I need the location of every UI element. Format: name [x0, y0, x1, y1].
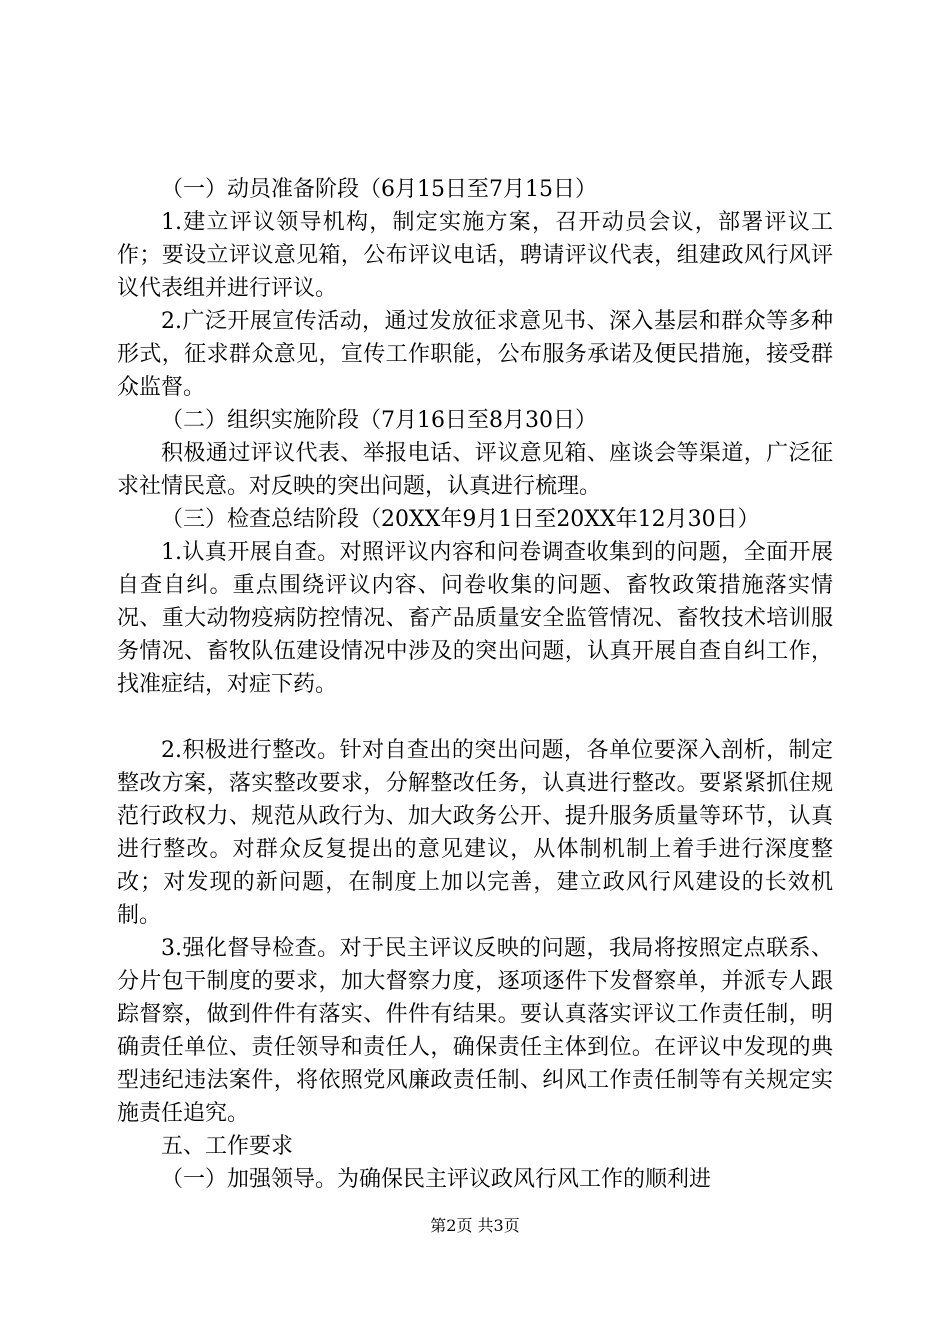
section-heading-implementation: （二）组织实施阶段（7月16日至8月30日） — [161, 408, 597, 433]
paragraph: 1.建立评议领导机构，制定实施方案，召开动员会议，部署评议工作；要设立评议意见箱，公布评议电话，聘请评议代表，组建政风行风评议代表组并进行评议。 — [117, 210, 833, 301]
section-heading-mobilization: （一）动员准备阶段（6月15日至7月15日） — [161, 177, 597, 202]
paragraph: （一）加强领导。为确保民主评议政风行风工作的顺利进 — [161, 1167, 712, 1192]
section-heading-requirements: 五、工作要求 — [161, 1134, 294, 1159]
paragraph: 1.认真开展自查。对照评议内容和问卷调查收集到的问题，全面开展自查自纠。重点围绕评议内容、问卷收集的问题、畜牧政策措施落实情况、重大动物疫病防控情况、畜产品质量安全监管情况、畜牧技术培训服务情况、畜牧队伍建设情况中涉及的突出问题，认真开展自查自纠工作，找准症结，对症下药。 — [117, 540, 833, 697]
document-body — [117, 173, 833, 1196]
page-footer — [0, 1216, 950, 1236]
paragraph: 3.强化督导检查。对于民主评议反映的问题，我局将按照定点联系、分片包干制度的要求，加大督察力度，逐项逐件下发督察单，并派专人跟踪督察，做到件件有落实、件件有结果。要认真落实评议工作责任制，明确责任单位、责任领导和责任人，确保责任主体到位。在评议中发现的典型违纪违法案件，将依照党风廉政责任制、纠风工作责任制等有关规定实施责任追究。 — [117, 936, 833, 1126]
paragraph: 2.积极进行整改。针对自查出的突出问题，各单位要深入剖析，制定整改方案，落实整改要求，分解整改任务，认真进行整改。要紧紧抓住规范行政权力、规范从政行为、加大政务公开、提升服务质量等环节，认真进行整改。对群众反复提出的意见建议，从体制机制上着手进行深度整改；对发现的新问题，在制度上加以完善，建立政风行风建设的长效机制。 — [117, 738, 833, 928]
page-number: 第2页 共3页 — [430, 1216, 520, 1235]
paragraph: 积极通过评议代表、举报电话、评议意见箱、座谈会等渠道，广泛征求社情民意。对反映的突出问题，认真进行梳理。 — [117, 441, 833, 499]
section-heading-inspection: （三）检查总结阶段（20XX年9月1日至20XX年12月30日） — [161, 507, 760, 532]
paragraph: 2.广泛开展宣传活动，通过发放征求意见书、深入基层和群众等多种形式，征求群众意见，宣传工作职能，公布服务承诺及便民措施，接受群众监督。 — [117, 309, 833, 400]
